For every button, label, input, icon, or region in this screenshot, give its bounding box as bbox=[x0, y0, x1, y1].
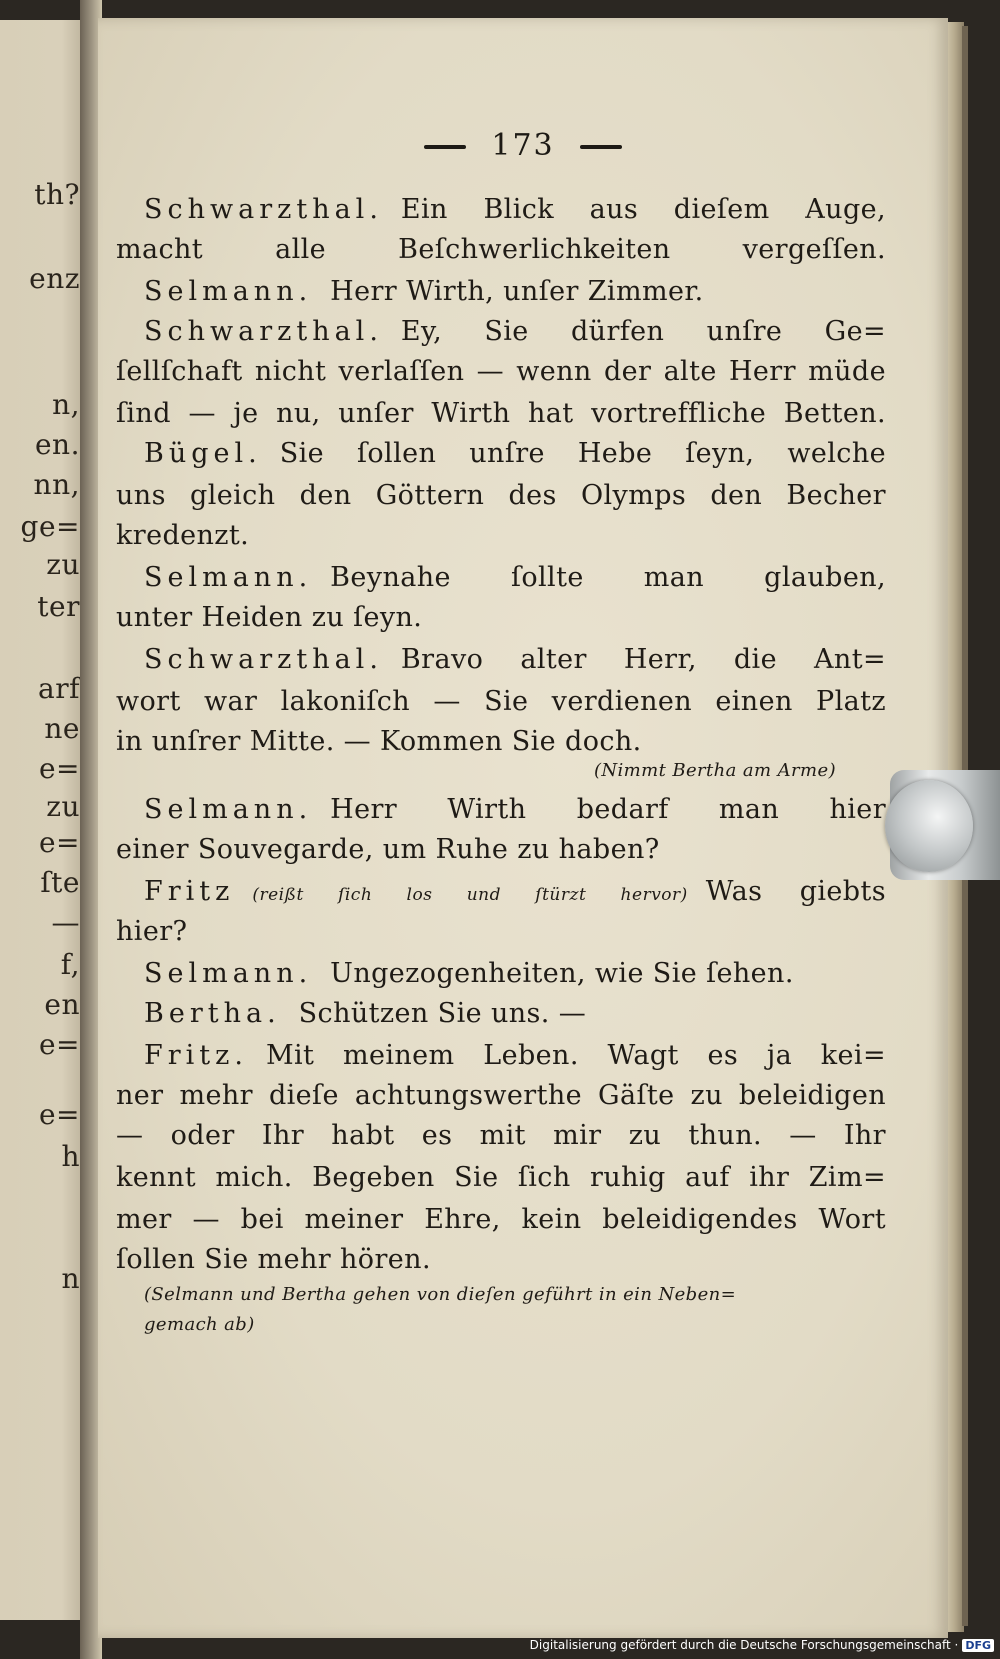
left-page-fragment bbox=[0, 1262, 80, 1295]
speaker-name: Fritz. bbox=[144, 1040, 248, 1071]
line-text: unter Heiden zu ſeyn. bbox=[116, 602, 423, 633]
speaker-name: Bügel. bbox=[144, 438, 262, 469]
speech-line bbox=[144, 958, 886, 1002]
line-text: ſind — je nu, unſer Wirth hat vortreffliche Betten. bbox=[116, 398, 886, 429]
left-page-fragment bbox=[0, 1098, 80, 1131]
line-text: Ey, Sie dürfen unſre Ge= bbox=[400, 316, 886, 347]
page-number: 173 bbox=[491, 128, 555, 163]
text-line bbox=[116, 916, 886, 960]
speech-line bbox=[144, 276, 886, 320]
line-text: Schützen Sie uns. — bbox=[298, 998, 587, 1029]
left-page-fragment-text: ne bbox=[44, 712, 80, 745]
line-text: Sie ſollen unſre Hebe ſeyn, welche bbox=[279, 438, 886, 469]
left-page-fragment-text: ſte bbox=[40, 866, 80, 899]
left-page-fragment-text: e= bbox=[38, 826, 80, 859]
previous-page-strip bbox=[0, 20, 88, 1620]
line-text: macht alle Beſchwerlichkeiten vergeſſen. bbox=[116, 234, 886, 265]
header-dash-left bbox=[424, 145, 466, 149]
book-clip-disc bbox=[885, 780, 973, 872]
line-text: Ungezogenheiten, wie Sie ſehen. bbox=[330, 958, 794, 989]
left-page-fragment-text: enz bbox=[29, 262, 80, 295]
stage-direction-text: (Selmann und Bertha gehen von dieſen geführt in ein Neben= bbox=[144, 1284, 737, 1305]
left-page-fragment bbox=[0, 712, 80, 745]
left-page-fragment bbox=[0, 866, 80, 899]
page-header bbox=[98, 128, 948, 163]
book-page bbox=[98, 18, 948, 1638]
line-text: — oder Ihr habt es mit mir zu thun. — Ihr bbox=[116, 1120, 886, 1151]
line-text: Bravo alter Herr, die Ant= bbox=[400, 644, 886, 675]
line-text: Herr Wirth bedarf man hier bbox=[330, 794, 886, 825]
text-line bbox=[116, 1204, 886, 1248]
text-line bbox=[116, 234, 886, 278]
header-dash-right bbox=[580, 145, 622, 149]
left-page-fragment bbox=[0, 988, 80, 1021]
left-page-fragment bbox=[0, 672, 80, 705]
left-page-fragment-text: f, bbox=[60, 948, 80, 981]
footer-text: Digitalisierung gefördert durch die Deutsche Forschungsgemeinschaft · bbox=[529, 1638, 959, 1652]
line-text: wort war lakoniſch — Sie verdienen einen Platz bbox=[116, 686, 886, 717]
speech-line bbox=[144, 562, 886, 606]
speech-line bbox=[144, 794, 886, 838]
left-page-fragment-text: nn, bbox=[33, 468, 80, 501]
line-text: Herr Wirth, unſer Zimmer. bbox=[330, 276, 704, 307]
left-page-fragment-text: e= bbox=[38, 752, 80, 785]
left-page-fragment-text: th? bbox=[34, 178, 80, 211]
speech-line bbox=[144, 876, 886, 920]
line-text: Was giebts bbox=[705, 876, 886, 907]
speech-line bbox=[144, 194, 886, 238]
left-page-fragment-text: zu bbox=[46, 790, 80, 823]
text-line bbox=[116, 398, 886, 442]
line-text: ner mehr dieſe achtungswerthe Gäſte zu beleidigen bbox=[116, 1080, 886, 1111]
dfg-logo: DFG bbox=[962, 1639, 994, 1652]
line-text: einer Souvegarde, um Ruhe zu haben? bbox=[116, 834, 660, 865]
speaker-name: Schwarzthal. bbox=[144, 644, 383, 675]
line-text: Ein Blick aus dieſem Auge, bbox=[400, 194, 886, 225]
aside-direction: (reißt ſich los und ſtürzt hervor) bbox=[252, 885, 688, 905]
digitization-footer bbox=[530, 1635, 994, 1655]
left-page-fragment-text: arf bbox=[38, 672, 80, 705]
line-text: ſellſchaft nicht verlaſſen — wenn der alte Herr müde bbox=[116, 356, 886, 387]
left-page-fragment bbox=[0, 510, 80, 543]
text-line bbox=[116, 1080, 886, 1124]
left-page-fragment-text: en. bbox=[34, 428, 80, 461]
stage-direction-text: gemach ab) bbox=[144, 1314, 255, 1335]
left-page-fragment bbox=[0, 548, 80, 581]
left-page-fragment-text: ter bbox=[37, 590, 80, 623]
left-page-fragment bbox=[0, 1140, 80, 1173]
line-text: kennt mich. Begeben Sie ſich ruhig auf ihr Zim= bbox=[116, 1162, 886, 1193]
text-line bbox=[116, 356, 886, 400]
line-text: in unſrer Mitte. — Kommen Sie doch. bbox=[116, 726, 642, 757]
stage-direction bbox=[144, 1314, 886, 1358]
speaker-name: Bertha. bbox=[144, 998, 281, 1029]
text-line bbox=[116, 520, 886, 564]
text-line bbox=[116, 1120, 886, 1164]
left-page-fragment-text: n, bbox=[52, 388, 80, 421]
left-page-fragment bbox=[0, 906, 80, 939]
left-page-fragment bbox=[0, 1028, 80, 1061]
left-page-fragment bbox=[0, 790, 80, 823]
left-page-fragment bbox=[0, 262, 80, 295]
speaker-name: Fritz bbox=[144, 876, 235, 907]
left-page-fragment-text: n bbox=[61, 1262, 80, 1295]
left-page-fragment bbox=[0, 178, 80, 211]
line-text: uns gleich den Göttern des Olymps den Becher bbox=[116, 480, 886, 511]
speech-line bbox=[144, 644, 886, 688]
left-page-fragment bbox=[0, 826, 80, 859]
speech-line bbox=[144, 316, 886, 360]
text-line bbox=[116, 834, 886, 878]
line-text: ſollen Sie mehr hören. bbox=[116, 1244, 431, 1275]
left-page-fragment-text: — bbox=[51, 906, 80, 939]
line-text: Mit meinem Leben. Wagt es ja kei= bbox=[265, 1040, 886, 1071]
text-line bbox=[116, 686, 886, 730]
left-page-fragment-text: en bbox=[44, 988, 80, 1021]
left-page-fragment bbox=[0, 590, 80, 623]
text-line bbox=[116, 1162, 886, 1206]
left-page-fragment-text: h bbox=[61, 1140, 80, 1173]
text-line bbox=[116, 602, 886, 646]
speaker-name: Selmann. bbox=[144, 958, 313, 989]
left-page-fragment bbox=[0, 388, 80, 421]
line-text: kredenzt. bbox=[116, 520, 250, 551]
left-page-fragment bbox=[0, 468, 80, 501]
stage-direction-text: (Nimmt Bertha am Arme) bbox=[593, 760, 836, 781]
speaker-name: Schwarzthal. bbox=[144, 316, 383, 347]
line-text: Beynahe ſollte man glauben, bbox=[330, 562, 886, 593]
line-text: mer — bei meiner Ehre, kein beleidigendes Wort bbox=[116, 1204, 886, 1235]
left-page-fragment bbox=[0, 428, 80, 461]
speaker-name: Selmann. bbox=[144, 794, 313, 825]
left-page-fragment bbox=[0, 752, 80, 785]
left-page-fragment bbox=[0, 948, 80, 981]
speech-line bbox=[144, 1040, 886, 1084]
left-page-fragment-text: e= bbox=[38, 1028, 80, 1061]
speaker-name: Schwarzthal. bbox=[144, 194, 383, 225]
text-line bbox=[116, 1244, 886, 1288]
speaker-name: Selmann. bbox=[144, 562, 313, 593]
line-text: hier? bbox=[116, 916, 188, 947]
left-page-fragment-text: e= bbox=[38, 1098, 80, 1131]
left-page-fragment-text: zu bbox=[46, 548, 80, 581]
speech-line bbox=[144, 438, 886, 482]
speech-line bbox=[144, 998, 886, 1042]
left-page-fragment-text: ge= bbox=[20, 510, 80, 543]
text-line bbox=[116, 480, 886, 524]
speaker-name: Selmann. bbox=[144, 276, 313, 307]
